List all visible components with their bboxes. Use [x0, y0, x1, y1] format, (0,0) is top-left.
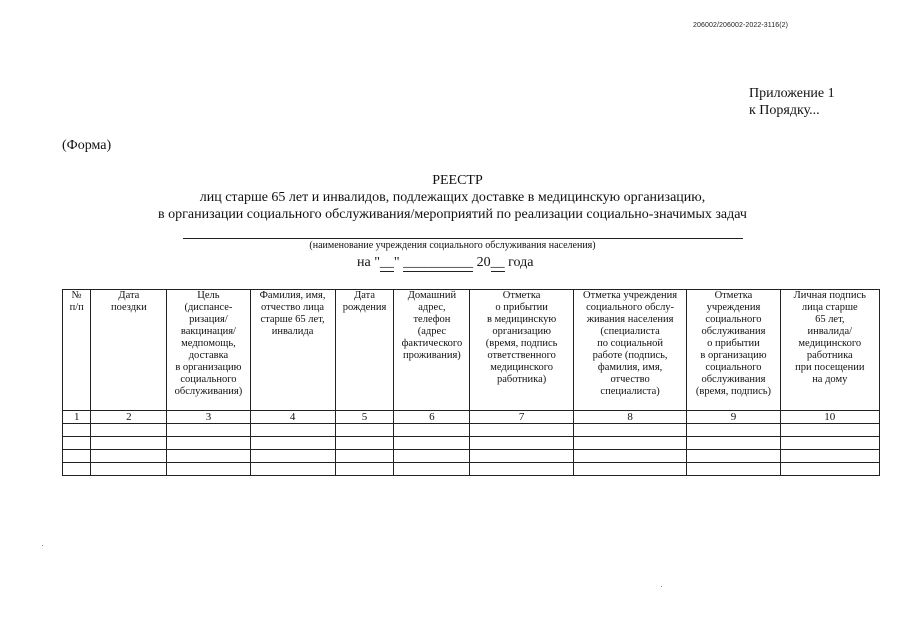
table-cell [250, 437, 335, 450]
document-code: 206002/206002-2022-3116(2) [693, 22, 789, 29]
table-cell [91, 424, 167, 437]
title-line-3: в организации социального обслуживания/мероприятий по реализации социально-значимых задач [158, 207, 747, 222]
table-cell [91, 463, 167, 476]
appendix-line-2: к Порядку... [749, 103, 820, 118]
table-cell [91, 437, 167, 450]
table-cell [167, 424, 250, 437]
table-cell [335, 424, 394, 437]
table-cell [250, 450, 335, 463]
date-day-blank: __ [379, 255, 394, 270]
table-cell [780, 437, 879, 450]
table-cell [470, 463, 573, 476]
table-cell [780, 424, 879, 437]
date-month-blank: __________ [403, 255, 474, 270]
table-cell [687, 463, 780, 476]
table-cell [470, 450, 573, 463]
table-cell [687, 437, 780, 450]
form-label: (Форма) [62, 138, 112, 153]
table-row [63, 424, 880, 437]
scan-speck [42, 545, 43, 546]
date-line [357, 255, 533, 272]
table-cell [91, 450, 167, 463]
date-year-prefix: 20 [473, 255, 491, 270]
institution-name-line [183, 238, 743, 239]
table-cell [250, 424, 335, 437]
table-cell [335, 450, 394, 463]
column-number: 2 [91, 411, 167, 424]
table-cell [687, 424, 780, 437]
table-cell [780, 450, 879, 463]
column-header: Личная подпись лица старше 65 лет, инвалида/ медицинского работника при посещении на дому [780, 290, 879, 411]
registry-table [62, 289, 880, 476]
table-header-row [63, 290, 880, 411]
column-number: 1 [63, 411, 91, 424]
column-number-row [63, 411, 880, 424]
column-header: Дата поездки [91, 290, 167, 411]
table-cell [63, 450, 91, 463]
column-number: 9 [687, 411, 780, 424]
title-block [0, 172, 905, 223]
column-number: 5 [335, 411, 394, 424]
scan-speck [661, 586, 662, 587]
table-cell [687, 450, 780, 463]
column-header: Отметка учреждения социального обслуживания о прибытии в организацию социального обслуживания (время, подпись) [687, 290, 780, 411]
column-number: 3 [167, 411, 250, 424]
table-cell [394, 437, 470, 450]
column-number: 7 [470, 411, 573, 424]
table-cell [470, 437, 573, 450]
table-row [63, 463, 880, 476]
table-cell [394, 463, 470, 476]
table-cell [780, 463, 879, 476]
table-cell [573, 450, 687, 463]
column-number: 6 [394, 411, 470, 424]
appendix-line-1: Приложение 1 [749, 86, 835, 101]
table-cell [167, 450, 250, 463]
table-row [63, 437, 880, 450]
table-cell [573, 437, 687, 450]
date-year-blank: __ [490, 255, 505, 270]
table-cell [167, 463, 250, 476]
table-cell [250, 463, 335, 476]
table-cell [63, 463, 91, 476]
table-cell [63, 424, 91, 437]
column-header: Отметка о прибытии в медицинскую организацию (время, подпись ответственного медицинского работника) [470, 290, 573, 411]
column-number: 4 [250, 411, 335, 424]
column-header: Цель (диспансе- ризация/ вакцинация/ медпомощь, доставка в организацию социального обслуживания) [167, 290, 250, 411]
date-prefix: на " [357, 255, 380, 270]
column-number: 8 [573, 411, 687, 424]
column-header: № п/п [63, 290, 91, 411]
date-suffix: года [504, 255, 534, 270]
table-cell [335, 463, 394, 476]
title-line-2: лиц старше 65 лет и инвалидов, подлежащих доставке в медицинскую организацию, [199, 190, 706, 205]
title-main: РЕЕСТР [432, 173, 483, 188]
date-mid: " [393, 255, 404, 270]
table-cell [394, 424, 470, 437]
column-header: Фамилия, имя, отчество лица старше 65 лет, инвалида [250, 290, 335, 411]
institution-caption: (наименование учреждения социального обслуживания населения) [309, 240, 596, 251]
table-cell [63, 437, 91, 450]
table-cell [394, 450, 470, 463]
table-cell [167, 437, 250, 450]
column-number: 10 [780, 411, 879, 424]
table-cell [335, 437, 394, 450]
table-cell [470, 424, 573, 437]
table-cell [573, 424, 687, 437]
table-row [63, 450, 880, 463]
appendix-reference [749, 85, 835, 119]
column-header: Дата рождения [335, 290, 394, 411]
column-header: Домашний адрес, телефон (адрес фактического проживания) [394, 290, 470, 411]
column-header: Отметка учреждения социального обслу- живания населения (специалиста по социальной работе (подпись, фамилия, имя, отчество специалиста) [573, 290, 687, 411]
table-cell [573, 463, 687, 476]
